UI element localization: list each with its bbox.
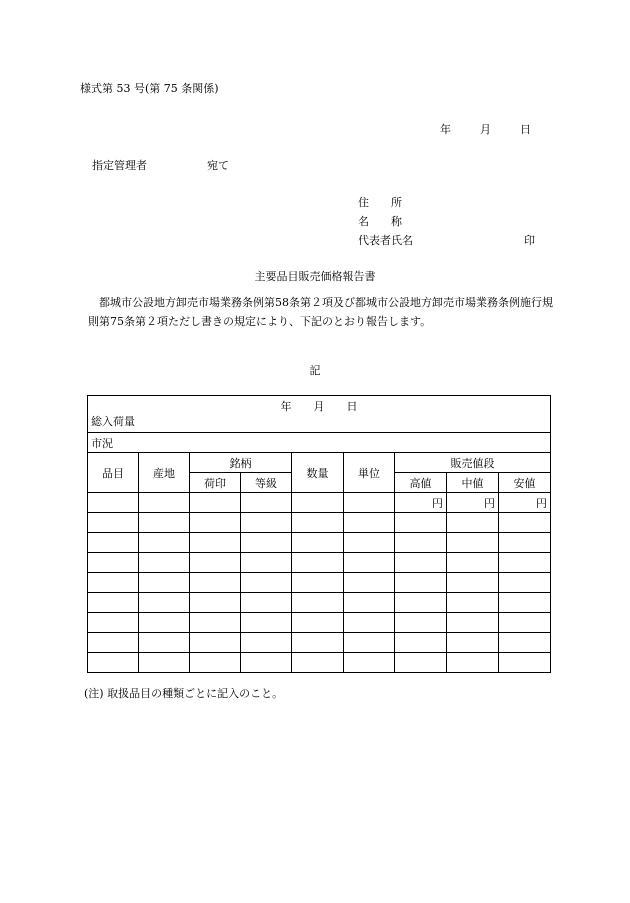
month-label: 月 — [480, 123, 491, 136]
header-price-range: 販売値段 — [395, 453, 551, 473]
date-total-cell — [88, 396, 551, 433]
cell-low-yen: 円 — [499, 493, 551, 513]
year-label: 年 — [440, 123, 451, 136]
sender-rep-row — [358, 231, 538, 250]
addressee-suffix: 宛て — [207, 159, 229, 172]
header-grade: 等級 — [241, 473, 292, 493]
sender-block — [358, 193, 538, 250]
ki-heading: 記 — [309, 364, 321, 377]
header-unit: 単位 — [344, 453, 395, 493]
table-row — [88, 613, 551, 633]
sender-address-label: 住 所 — [358, 196, 402, 209]
table-date-label: 年 月 日 — [280, 400, 358, 413]
market-condition-label: 市況 — [88, 433, 551, 453]
header-mid: 中値 — [447, 473, 499, 493]
header-low: 安値 — [499, 473, 551, 493]
table-row — [88, 553, 551, 573]
table-row — [88, 513, 551, 533]
footnote: (注) 取扱品目の種類ごとに記入のこと。 — [84, 687, 284, 700]
total-arrivals-label: 総入荷量 — [91, 415, 135, 428]
body-text: 都城市公設地方卸売市場業務条例第58条第２項及び都城市公設地方卸売市場業務条例施行規則第75条第２項ただし書きの規定により、下記のとおり報告します。 — [88, 296, 553, 328]
header-high: 高値 — [395, 473, 447, 493]
table-row — [88, 533, 551, 553]
cell-quantity — [292, 493, 344, 513]
sender-rep-label: 代表者氏名 — [358, 234, 413, 247]
day-label: 日 — [520, 123, 531, 136]
cell-mid-yen: 円 — [447, 493, 499, 513]
table-row — [88, 653, 551, 673]
cell-brand-mark — [190, 493, 241, 513]
header-origin: 産地 — [139, 453, 190, 493]
report-date — [440, 121, 531, 137]
cell-grade — [241, 493, 292, 513]
cell-item — [88, 493, 139, 513]
header-brand: 銘柄 — [190, 453, 292, 473]
cell-unit — [344, 493, 395, 513]
cell-high-yen: 円 — [395, 493, 447, 513]
report-table — [87, 395, 551, 673]
header-item: 品目 — [88, 453, 139, 493]
form-number: 様式第 53 号(第 75 条関係) — [80, 82, 219, 95]
header-quantity: 数量 — [292, 453, 344, 493]
seal-mark: 印 — [524, 234, 535, 247]
sender-name-label: 名 称 — [358, 215, 402, 228]
table-row — [88, 573, 551, 593]
document-title: 主要品目販売価格報告書 — [254, 270, 376, 283]
addressee-name: 指定管理者 — [92, 159, 147, 172]
header-brand-mark: 荷印 — [190, 473, 241, 493]
table-row — [88, 633, 551, 653]
addressee — [92, 157, 229, 173]
cell-origin — [139, 493, 190, 513]
table-row — [88, 593, 551, 613]
table-row — [88, 493, 551, 513]
